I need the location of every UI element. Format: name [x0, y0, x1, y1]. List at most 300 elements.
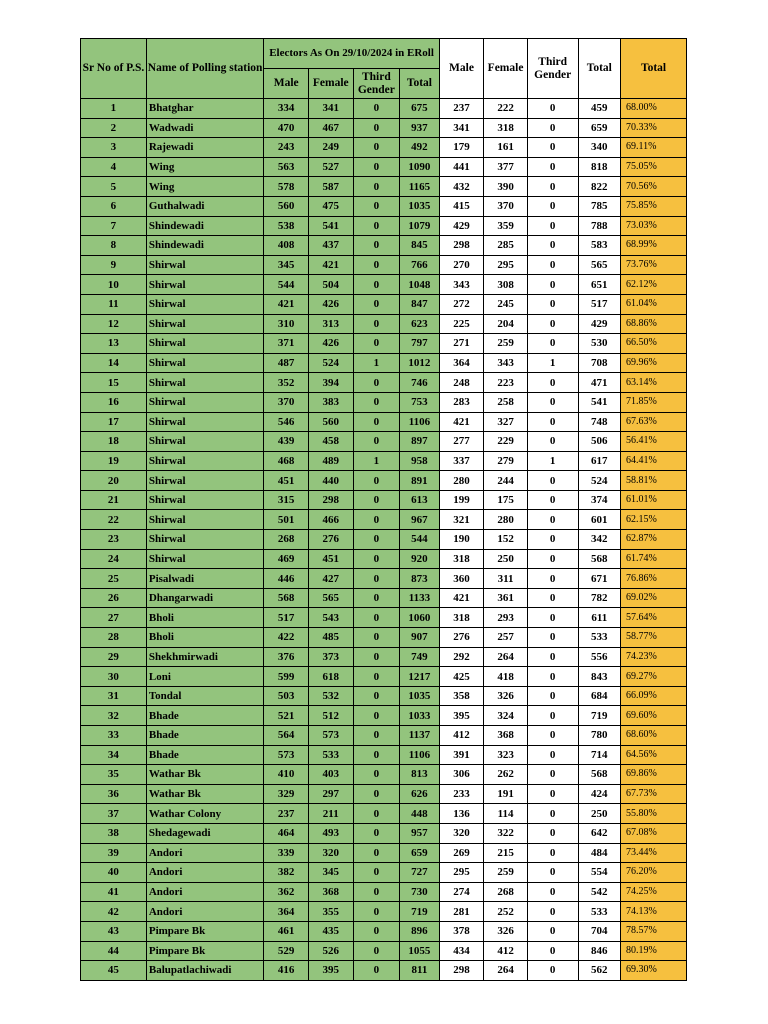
- turnout-percent-cell: 69.96%: [621, 353, 687, 373]
- elector-total-cell: 1133: [400, 588, 440, 608]
- sr-no-cell: 32: [81, 706, 147, 726]
- elector-female-cell: 573: [308, 726, 353, 746]
- voted-male-cell: 277: [439, 432, 484, 452]
- voted-third-gender-cell: 0: [527, 412, 578, 432]
- voted-total-cell: 506: [578, 432, 621, 452]
- station-name-cell: Pisalwadi: [146, 569, 264, 589]
- voted-female-cell: 222: [484, 99, 528, 119]
- elector-total-cell: 897: [400, 432, 440, 452]
- elector-male-cell: 421: [264, 294, 309, 314]
- voted-third-gender-cell: 0: [527, 843, 578, 863]
- voted-third-gender-cell: 0: [527, 314, 578, 334]
- sr-no-cell: 38: [81, 823, 147, 843]
- elector-total-cell: 1217: [400, 667, 440, 687]
- elector-male-cell: 451: [264, 471, 309, 491]
- table-row: [81, 138, 687, 158]
- turnout-percent-cell: 69.60%: [621, 706, 687, 726]
- voted-female-cell: 259: [484, 863, 528, 883]
- table-row: [81, 196, 687, 216]
- station-name-cell: Shirwal: [146, 373, 264, 393]
- elector-total-cell: 719: [400, 902, 440, 922]
- voted-female-cell: 359: [484, 216, 528, 236]
- elector-third-gender-cell: 0: [353, 334, 400, 354]
- elector-third-gender-cell: 0: [353, 843, 400, 863]
- voted-third-gender-cell: 0: [527, 334, 578, 354]
- table-row: [81, 255, 687, 275]
- station-name-cell: Dhangarwadi: [146, 588, 264, 608]
- voted-female-cell: 361: [484, 588, 528, 608]
- voted-total-cell: 342: [578, 530, 621, 550]
- elector-total-cell: 1012: [400, 353, 440, 373]
- voted-third-gender-cell: 0: [527, 804, 578, 824]
- voted-female-cell: 293: [484, 608, 528, 628]
- table-row: [81, 236, 687, 256]
- elector-total-cell: 659: [400, 843, 440, 863]
- elector-male-cell: 371: [264, 334, 309, 354]
- sr-no-cell: 43: [81, 921, 147, 941]
- table-row: [81, 451, 687, 471]
- voted-female-cell: 245: [484, 294, 528, 314]
- turnout-percent-cell: 73.76%: [621, 255, 687, 275]
- sr-no-cell: 23: [81, 530, 147, 550]
- station-name-cell: Andori: [146, 843, 264, 863]
- header-electors-group: Electors As On 29/10/2024 in ERoll: [264, 39, 439, 69]
- elector-female-cell: 504: [308, 275, 353, 295]
- elector-third-gender-cell: 0: [353, 412, 400, 432]
- turnout-percent-cell: 80.19%: [621, 941, 687, 961]
- voted-third-gender-cell: 0: [527, 275, 578, 295]
- sr-no-cell: 33: [81, 726, 147, 746]
- voted-female-cell: 318: [484, 118, 528, 138]
- voted-female-cell: 264: [484, 961, 528, 981]
- station-name-cell: Wathar Bk: [146, 784, 264, 804]
- sr-no-cell: 9: [81, 255, 147, 275]
- sr-no-cell: 31: [81, 686, 147, 706]
- table-row: [81, 647, 687, 667]
- table-row: [81, 392, 687, 412]
- elector-male-cell: 408: [264, 236, 309, 256]
- voted-total-cell: 659: [578, 118, 621, 138]
- voted-male-cell: 292: [439, 647, 484, 667]
- elector-female-cell: 313: [308, 314, 353, 334]
- elector-male-cell: 461: [264, 921, 309, 941]
- elector-male-cell: 364: [264, 902, 309, 922]
- elector-third-gender-cell: 0: [353, 647, 400, 667]
- turnout-percent-cell: 69.86%: [621, 765, 687, 785]
- voted-male-cell: 337: [439, 451, 484, 471]
- voted-male-cell: 298: [439, 961, 484, 981]
- elector-total-cell: 448: [400, 804, 440, 824]
- voted-third-gender-cell: 0: [527, 706, 578, 726]
- elector-male-cell: 464: [264, 823, 309, 843]
- header-male: Male: [264, 69, 309, 99]
- elector-third-gender-cell: 0: [353, 196, 400, 216]
- sr-no-cell: 10: [81, 275, 147, 295]
- station-name-cell: Shirwal: [146, 294, 264, 314]
- elector-third-gender-cell: 1: [353, 353, 400, 373]
- voted-female-cell: 390: [484, 177, 528, 197]
- station-name-cell: Rajewadi: [146, 138, 264, 158]
- voted-female-cell: 368: [484, 726, 528, 746]
- voted-female-cell: 264: [484, 647, 528, 667]
- table-row: [81, 373, 687, 393]
- voted-male-cell: 318: [439, 549, 484, 569]
- elector-female-cell: 426: [308, 334, 353, 354]
- table-row: [81, 686, 687, 706]
- turnout-percent-cell: 69.27%: [621, 667, 687, 687]
- voted-female-cell: 244: [484, 471, 528, 491]
- voted-total-cell: 340: [578, 138, 621, 158]
- turnout-percent-cell: 68.60%: [621, 726, 687, 746]
- table-row: [81, 412, 687, 432]
- sr-no-cell: 41: [81, 882, 147, 902]
- voted-third-gender-cell: 0: [527, 784, 578, 804]
- voted-total-cell: 471: [578, 373, 621, 393]
- voted-third-gender-cell: 0: [527, 569, 578, 589]
- table-row: [81, 628, 687, 648]
- sr-no-cell: 17: [81, 412, 147, 432]
- elector-male-cell: 339: [264, 843, 309, 863]
- voted-third-gender-cell: 0: [527, 882, 578, 902]
- turnout-percent-cell: 78.57%: [621, 921, 687, 941]
- station-name-cell: Shirwal: [146, 412, 264, 432]
- station-name-cell: Shirwal: [146, 392, 264, 412]
- station-name-cell: Wing: [146, 177, 264, 197]
- elector-male-cell: 568: [264, 588, 309, 608]
- elector-female-cell: 437: [308, 236, 353, 256]
- elector-total-cell: 623: [400, 314, 440, 334]
- station-name-cell: Shirwal: [146, 353, 264, 373]
- voted-female-cell: 215: [484, 843, 528, 863]
- table-row: [81, 921, 687, 941]
- voted-total-cell: 374: [578, 490, 621, 510]
- turnout-percent-cell: 63.14%: [621, 373, 687, 393]
- voted-male-cell: 441: [439, 157, 484, 177]
- voted-male-cell: 199: [439, 490, 484, 510]
- voted-total-cell: 719: [578, 706, 621, 726]
- elector-total-cell: 813: [400, 765, 440, 785]
- elector-third-gender-cell: 0: [353, 373, 400, 393]
- elector-total-cell: 958: [400, 451, 440, 471]
- elector-total-cell: 957: [400, 823, 440, 843]
- voted-total-cell: 530: [578, 334, 621, 354]
- voted-third-gender-cell: 0: [527, 588, 578, 608]
- elector-total-cell: 1060: [400, 608, 440, 628]
- elector-male-cell: 345: [264, 255, 309, 275]
- elector-third-gender-cell: 0: [353, 823, 400, 843]
- elector-female-cell: 587: [308, 177, 353, 197]
- station-name-cell: Shirwal: [146, 275, 264, 295]
- elector-total-cell: 544: [400, 530, 440, 550]
- elector-male-cell: 470: [264, 118, 309, 138]
- voted-male-cell: 295: [439, 863, 484, 883]
- voted-male-cell: 378: [439, 921, 484, 941]
- voted-third-gender-cell: 0: [527, 236, 578, 256]
- elector-female-cell: 395: [308, 961, 353, 981]
- elector-male-cell: 521: [264, 706, 309, 726]
- voted-male-cell: 432: [439, 177, 484, 197]
- voted-third-gender-cell: 0: [527, 118, 578, 138]
- elector-female-cell: 355: [308, 902, 353, 922]
- station-name-cell: Shirwal: [146, 451, 264, 471]
- elector-third-gender-cell: 0: [353, 882, 400, 902]
- voted-male-cell: 237: [439, 99, 484, 119]
- elector-third-gender-cell: 0: [353, 118, 400, 138]
- turnout-percent-cell: 56.41%: [621, 432, 687, 452]
- elector-third-gender-cell: 0: [353, 569, 400, 589]
- voted-total-cell: 568: [578, 549, 621, 569]
- elector-total-cell: 1055: [400, 941, 440, 961]
- table-row: [81, 490, 687, 510]
- turnout-percent-cell: 61.01%: [621, 490, 687, 510]
- turnout-percent-cell: 69.30%: [621, 961, 687, 981]
- elector-female-cell: 466: [308, 510, 353, 530]
- elector-total-cell: 1137: [400, 726, 440, 746]
- voted-total-cell: 554: [578, 863, 621, 883]
- station-name-cell: Shirwal: [146, 530, 264, 550]
- voted-female-cell: 175: [484, 490, 528, 510]
- voted-female-cell: 285: [484, 236, 528, 256]
- voted-third-gender-cell: 0: [527, 823, 578, 843]
- sr-no-cell: 40: [81, 863, 147, 883]
- sr-no-cell: 30: [81, 667, 147, 687]
- voted-female-cell: 279: [484, 451, 528, 471]
- turnout-percent-cell: 62.87%: [621, 530, 687, 550]
- voted-total-cell: 542: [578, 882, 621, 902]
- sr-no-cell: 20: [81, 471, 147, 491]
- voted-third-gender-cell: 0: [527, 373, 578, 393]
- elector-third-gender-cell: 0: [353, 686, 400, 706]
- elector-female-cell: 298: [308, 490, 353, 510]
- elector-total-cell: 766: [400, 255, 440, 275]
- elector-female-cell: 485: [308, 628, 353, 648]
- sr-no-cell: 2: [81, 118, 147, 138]
- station-name-cell: Bhatghar: [146, 99, 264, 119]
- voted-total-cell: 565: [578, 255, 621, 275]
- voted-male-cell: 360: [439, 569, 484, 589]
- voted-total-cell: 822: [578, 177, 621, 197]
- voted-total-cell: 533: [578, 628, 621, 648]
- table-row: [81, 275, 687, 295]
- elector-third-gender-cell: 0: [353, 177, 400, 197]
- voted-female-cell: 258: [484, 392, 528, 412]
- voted-total-cell: 714: [578, 745, 621, 765]
- voted-third-gender-cell: 0: [527, 490, 578, 510]
- voted-total-cell: 484: [578, 843, 621, 863]
- voted-male-cell: 341: [439, 118, 484, 138]
- sr-no-cell: 1: [81, 99, 147, 119]
- voted-female-cell: 257: [484, 628, 528, 648]
- station-name-cell: Shirwal: [146, 314, 264, 334]
- station-name-cell: Wadwadi: [146, 118, 264, 138]
- elector-female-cell: 276: [308, 530, 353, 550]
- voted-male-cell: 179: [439, 138, 484, 158]
- elector-third-gender-cell: 0: [353, 490, 400, 510]
- voted-total-cell: 424: [578, 784, 621, 804]
- elector-third-gender-cell: 0: [353, 902, 400, 922]
- voted-total-cell: 568: [578, 765, 621, 785]
- voted-female-cell: 377: [484, 157, 528, 177]
- table-row: [81, 118, 687, 138]
- elector-total-cell: 727: [400, 863, 440, 883]
- elector-male-cell: 517: [264, 608, 309, 628]
- voted-male-cell: 412: [439, 726, 484, 746]
- elector-female-cell: 440: [308, 471, 353, 491]
- turnout-percent-cell: 64.41%: [621, 451, 687, 471]
- turnout-percent-cell: 69.11%: [621, 138, 687, 158]
- elector-female-cell: 524: [308, 353, 353, 373]
- elector-female-cell: 383: [308, 392, 353, 412]
- elector-female-cell: 249: [308, 138, 353, 158]
- station-name-cell: Shirwal: [146, 432, 264, 452]
- voted-third-gender-cell: 0: [527, 726, 578, 746]
- turnout-percent-cell: 61.74%: [621, 549, 687, 569]
- voted-third-gender-cell: 0: [527, 294, 578, 314]
- elector-third-gender-cell: 0: [353, 628, 400, 648]
- elector-female-cell: 489: [308, 451, 353, 471]
- voted-third-gender-cell: 0: [527, 216, 578, 236]
- sr-no-cell: 22: [81, 510, 147, 530]
- header-voted-male: Male: [439, 39, 484, 99]
- elector-total-cell: 675: [400, 99, 440, 119]
- elector-third-gender-cell: 0: [353, 941, 400, 961]
- table-row: [81, 314, 687, 334]
- elector-total-cell: 811: [400, 961, 440, 981]
- sr-no-cell: 24: [81, 549, 147, 569]
- voted-female-cell: 322: [484, 823, 528, 843]
- elector-total-cell: 626: [400, 784, 440, 804]
- sr-no-cell: 42: [81, 902, 147, 922]
- elector-total-cell: 746: [400, 373, 440, 393]
- voted-female-cell: 412: [484, 941, 528, 961]
- elector-female-cell: 451: [308, 549, 353, 569]
- elector-female-cell: 565: [308, 588, 353, 608]
- table-header: [81, 39, 687, 99]
- elector-female-cell: 427: [308, 569, 353, 589]
- elector-female-cell: 560: [308, 412, 353, 432]
- station-name-cell: Shirwal: [146, 510, 264, 530]
- elector-male-cell: 370: [264, 392, 309, 412]
- voted-third-gender-cell: 0: [527, 196, 578, 216]
- elector-third-gender-cell: 0: [353, 216, 400, 236]
- turnout-percent-cell: 74.13%: [621, 902, 687, 922]
- sr-no-cell: 4: [81, 157, 147, 177]
- voted-total-cell: 517: [578, 294, 621, 314]
- voted-female-cell: 343: [484, 353, 528, 373]
- voted-total-cell: 556: [578, 647, 621, 667]
- sr-no-cell: 13: [81, 334, 147, 354]
- sr-no-cell: 12: [81, 314, 147, 334]
- sr-no-cell: 29: [81, 647, 147, 667]
- sr-no-cell: 19: [81, 451, 147, 471]
- voted-male-cell: 391: [439, 745, 484, 765]
- header-station-name: Name of Polling station: [146, 39, 264, 99]
- station-name-cell: Bholi: [146, 608, 264, 628]
- voted-male-cell: 321: [439, 510, 484, 530]
- station-name-cell: Pimpare Bk: [146, 941, 264, 961]
- voted-male-cell: 225: [439, 314, 484, 334]
- elector-total-cell: 492: [400, 138, 440, 158]
- turnout-percent-cell: 74.23%: [621, 647, 687, 667]
- sr-no-cell: 16: [81, 392, 147, 412]
- header-third-gender: Third Gender: [353, 69, 400, 99]
- table-body: [81, 99, 687, 981]
- elector-third-gender-cell: 0: [353, 863, 400, 883]
- table-row: [81, 784, 687, 804]
- sr-no-cell: 45: [81, 961, 147, 981]
- voted-female-cell: 191: [484, 784, 528, 804]
- elector-total-cell: 797: [400, 334, 440, 354]
- sr-no-cell: 27: [81, 608, 147, 628]
- header-total: Total: [400, 69, 440, 99]
- station-name-cell: Shirwal: [146, 334, 264, 354]
- elector-male-cell: 329: [264, 784, 309, 804]
- elector-third-gender-cell: 0: [353, 471, 400, 491]
- elector-male-cell: 446: [264, 569, 309, 589]
- voted-third-gender-cell: 0: [527, 941, 578, 961]
- elector-female-cell: 435: [308, 921, 353, 941]
- elector-female-cell: 345: [308, 863, 353, 883]
- turnout-percent-cell: 64.56%: [621, 745, 687, 765]
- voted-male-cell: 271: [439, 334, 484, 354]
- header-sr-no: Sr No of P.S.: [81, 39, 147, 99]
- voted-third-gender-cell: 0: [527, 549, 578, 569]
- voted-third-gender-cell: 0: [527, 138, 578, 158]
- station-name-cell: Shindewadi: [146, 236, 264, 256]
- voted-third-gender-cell: 1: [527, 353, 578, 373]
- sr-no-cell: 26: [81, 588, 147, 608]
- turnout-percent-cell: 74.25%: [621, 882, 687, 902]
- elector-male-cell: 546: [264, 412, 309, 432]
- elector-total-cell: 1033: [400, 706, 440, 726]
- elector-male-cell: 237: [264, 804, 309, 824]
- voted-female-cell: 327: [484, 412, 528, 432]
- elector-third-gender-cell: 0: [353, 667, 400, 687]
- header-female: Female: [308, 69, 353, 99]
- voted-total-cell: 704: [578, 921, 621, 941]
- voted-female-cell: 326: [484, 921, 528, 941]
- elector-total-cell: 873: [400, 569, 440, 589]
- elector-female-cell: 426: [308, 294, 353, 314]
- turnout-percent-cell: 57.64%: [621, 608, 687, 628]
- voted-female-cell: 280: [484, 510, 528, 530]
- elector-total-cell: 1090: [400, 157, 440, 177]
- elector-total-cell: 749: [400, 647, 440, 667]
- elector-total-cell: 1035: [400, 196, 440, 216]
- voted-third-gender-cell: 0: [527, 667, 578, 687]
- elector-male-cell: 560: [264, 196, 309, 216]
- elector-third-gender-cell: 0: [353, 549, 400, 569]
- voted-total-cell: 533: [578, 902, 621, 922]
- elector-female-cell: 532: [308, 686, 353, 706]
- voted-female-cell: 161: [484, 138, 528, 158]
- station-name-cell: Shindewadi: [146, 216, 264, 236]
- station-name-cell: Shirwal: [146, 255, 264, 275]
- table-row: [81, 294, 687, 314]
- voted-total-cell: 611: [578, 608, 621, 628]
- turnout-percent-cell: 66.09%: [621, 686, 687, 706]
- voted-total-cell: 541: [578, 392, 621, 412]
- sr-no-cell: 37: [81, 804, 147, 824]
- voted-male-cell: 283: [439, 392, 484, 412]
- voted-female-cell: 252: [484, 902, 528, 922]
- turnout-percent-cell: 58.81%: [621, 471, 687, 491]
- header-voted-total: Total: [578, 39, 621, 99]
- elector-total-cell: 891: [400, 471, 440, 491]
- voted-male-cell: 270: [439, 255, 484, 275]
- elector-male-cell: 268: [264, 530, 309, 550]
- voted-female-cell: 229: [484, 432, 528, 452]
